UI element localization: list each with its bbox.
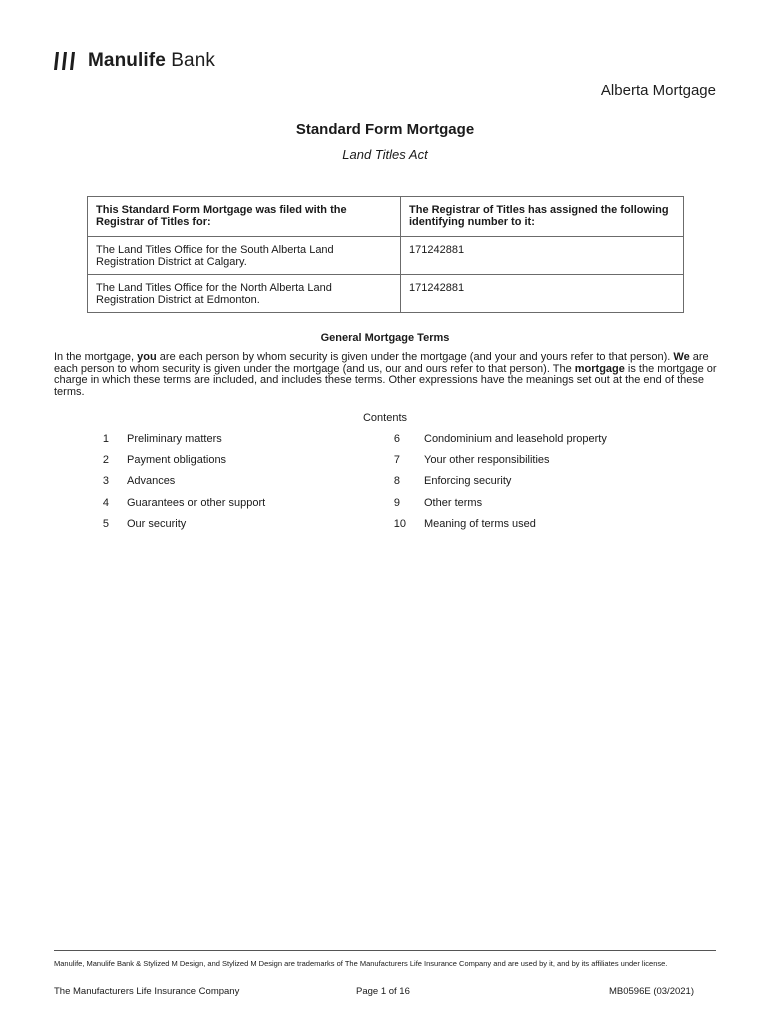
toc-number: 9 [393,497,400,509]
toc-number: 4 [102,497,109,509]
brand-name-light: Bank [171,50,215,71]
intro-text: is the mortgage or charge in which these terms are included, and includes these terms. Other expressions have the meanings set out at the end of these terms. [54,362,717,398]
term-you: you [137,351,157,363]
toc-item [360,518,720,532]
toc-label: Meaning of terms used [424,518,536,530]
page-subtitle: Land Titles Act [342,147,428,162]
toc-label: Payment obligations [127,454,227,466]
toc-number: 2 [102,454,109,466]
trademark-note: Manulife, Manulife Bank & Stylized M Design, and Stylized M Design are trademarks of The Manufacturers Life Insurance Company and are used by it, and by its affiliates under license. [54,959,668,968]
toc-number: 3 [102,475,109,487]
intro-text: are each person to whom security is given under the mortgage (and us, our and ours refer to that person). The [54,351,709,375]
toc-number: 7 [393,454,400,466]
toc-label: Advances [127,475,176,487]
document-type: Alberta Mortgage [600,82,716,99]
toc-number: 6 [393,433,400,445]
toc-number: 8 [393,475,400,487]
toc-item [54,433,354,447]
toc-item [360,475,720,489]
page-number: Page 1 of 16 [356,986,410,997]
term-we: We [673,351,690,363]
footer-divider [54,950,716,951]
toc-item [360,433,720,447]
table-header-cell: This Standard Form Mortgage was filed with the Registrar of Titles for: [88,197,401,237]
toc-number: 10 [393,518,406,530]
toc-item [360,497,720,511]
table-row [88,237,684,275]
toc-label: Guarantees or other support [127,497,266,509]
brand-name-bold: Manulife [88,50,166,71]
contents-heading: Contents [362,412,408,424]
toc-label: Other terms [424,497,483,509]
table-header-cell: The Registrar of Titles has assigned the following identifying number to it: [401,197,684,237]
stylized-m-icon [54,52,78,70]
table-cell-office: The Land Titles Office for the North Alberta Land Registration District at Edmonton. [88,275,401,313]
form-code: MB0596E (03/2021) [608,986,694,997]
toc-label: Preliminary matters [127,433,222,445]
toc-number: 1 [102,433,109,445]
intro-paragraph [54,352,718,398]
brand-name [88,50,215,72]
toc-label: Our security [127,518,187,530]
intro-text: are each person by whom security is given under the mortgage (and your and yours refer to that person). [156,351,674,363]
section-heading: General Mortgage Terms [320,332,450,344]
toc-item [54,497,354,511]
toc-label: Enforcing security [424,475,512,487]
table-cell-number: 171242881 [401,237,684,275]
registration-table [87,196,684,313]
toc-item [54,518,354,532]
table-cell-office: The Land Titles Office for the South Alberta Land Registration District at Calgary. [88,237,401,275]
intro-text: In the mortgage, [54,351,138,363]
toc-item [54,475,354,489]
term-mortgage: mortgage [574,362,625,375]
toc-item [54,454,354,468]
manulife-bank-logo [54,50,215,72]
toc-number: 5 [102,518,109,530]
footer-company: The Manufacturers Life Insurance Company [54,986,240,997]
toc-label: Condominium and leasehold property [424,433,607,445]
toc-item [360,454,720,468]
table-cell-number: 171242881 [401,275,684,313]
toc-label: Your other responsibilities [424,454,550,466]
page-title: Standard Form Mortgage [295,121,475,138]
table-header-row [88,197,684,237]
table-row [88,275,684,313]
